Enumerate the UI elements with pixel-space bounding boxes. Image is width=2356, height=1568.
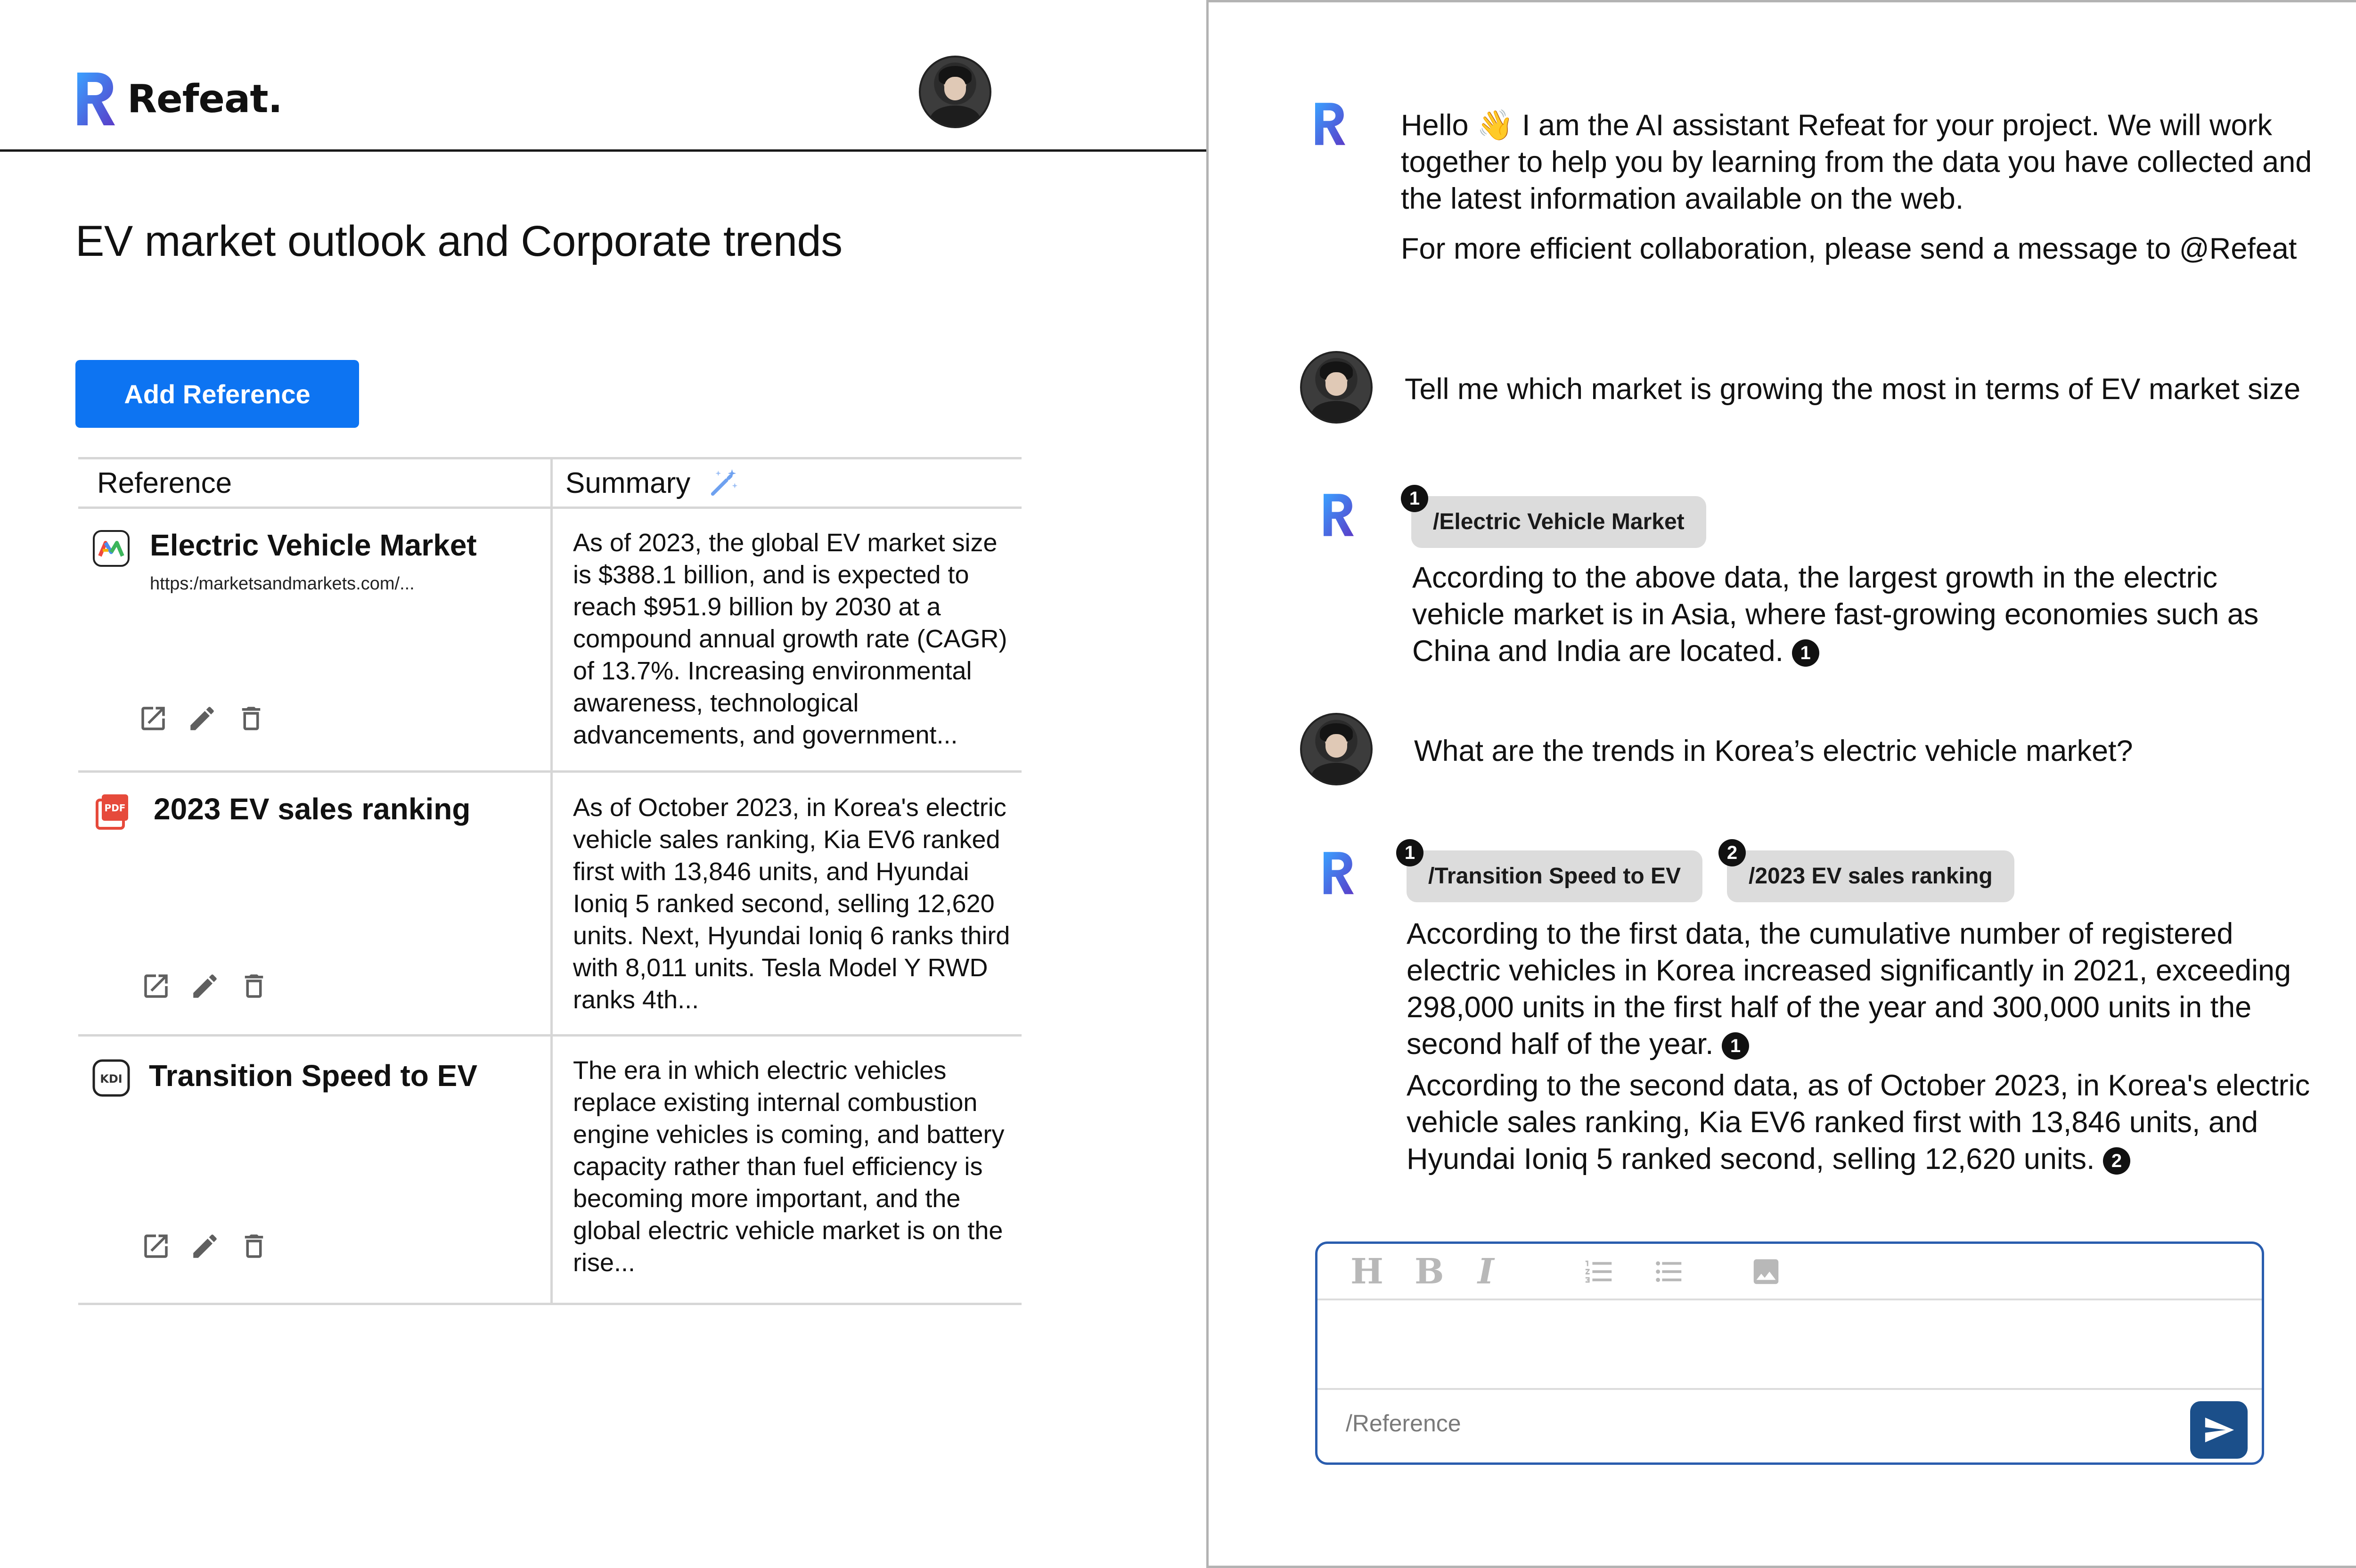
- open-external-icon[interactable]: [138, 703, 169, 734]
- heading-button[interactable]: H: [1350, 1251, 1383, 1292]
- user-message: What are the trends in Korea’s electric vehicle market?: [1414, 735, 2133, 768]
- send-icon: [2202, 1413, 2235, 1446]
- send-button[interactable]: [2190, 1401, 2248, 1459]
- reference-chip[interactable]: /Transition Speed to EV: [1407, 850, 1702, 902]
- delete-trash-icon[interactable]: [238, 971, 270, 1002]
- answer-paragraph: [1407, 915, 2311, 1062]
- reference-title[interactable]: Electric Vehicle Market: [150, 528, 477, 562]
- answer-text: According to the first data, the cumulative number of registered electric vehicles in Korea increased significantly in 2021, exceeding 298,000 units in the first half of the year and 300,000 units in the second half of the year.: [1407, 917, 2291, 1061]
- greeting-instruction: For more efficient collaboration, please send a message to @Refeat: [1401, 232, 2297, 265]
- waving-hand-icon: 👋: [1477, 109, 1514, 142]
- citation-badge[interactable]: 2: [2103, 1147, 2130, 1175]
- brand-logo[interactable]: [75, 71, 282, 127]
- edit-pencil-icon[interactable]: [189, 1231, 221, 1262]
- magic-wand-icon[interactable]: [707, 466, 740, 499]
- answer-text: According to the second data, as of October 2023, in Korea's electric vehicle sales ranking, Kia EV6 ranked first with 13,846 units, and Hyundai Ioniq 5 ranked second, selling 12,620 units.: [1407, 1069, 2310, 1176]
- citation-badge: 1: [1396, 839, 1423, 866]
- row-actions: [140, 971, 270, 1002]
- row-actions: [140, 1231, 270, 1262]
- reference-title[interactable]: 2023 EV sales ranking: [154, 792, 471, 826]
- reference-summary: As of October 2023, in Korea's electric vehicle sales ranking, Kia EV6 ranked first with 13,846 units, and Hyundai Ioniq 5 ranked second, selling 12,620 units. Next, Hyundai Ioniq 6 ranks third with 8,011 units. Tesla Model Y RWD ranks 4th...: [573, 793, 1010, 1014]
- citation-badge[interactable]: 1: [1792, 639, 1819, 667]
- answer-text: According to the above data, the largest growth in the electric vehicle market is in Asia, where fast-growing economies such as China and India are located.: [1412, 561, 2259, 668]
- column-header-summary: [565, 459, 740, 506]
- message-textarea[interactable]: [1317, 1302, 2262, 1390]
- reference-chip[interactable]: /2023 EV sales ranking: [1727, 850, 2014, 902]
- refeat-bot-icon: [1322, 492, 1356, 538]
- citation-badge: 1: [1401, 485, 1428, 512]
- user-avatar[interactable]: [919, 56, 991, 128]
- svg-text:PDF: PDF: [104, 802, 126, 814]
- ordered-list-icon[interactable]: [1581, 1255, 1617, 1288]
- bot-message: [1407, 915, 2311, 1177]
- citation-badge[interactable]: 1: [1722, 1032, 1749, 1060]
- bot-message: [1401, 107, 2334, 267]
- reference-summary: The era in which electric vehicles replace existing internal combustion engine vehicles is coming, and battery capacity rather than fuel efficiency is becoming more important, and the global electric vehicle market is on the rise...: [573, 1056, 1005, 1277]
- user-message: Tell me which market is growing the most in terms of EV market size: [1405, 373, 2301, 406]
- reference-input[interactable]: [1345, 1402, 2052, 1445]
- marketsandmarkets-logo-icon: [92, 530, 130, 567]
- app-header: [0, 0, 1206, 152]
- column-header-reference-label: Reference: [97, 466, 232, 499]
- greeting-text: I am the AI assistant Refeat for your project. We will work together to help you by learning from the data you have collected and the latest information available on the web.: [1401, 109, 2312, 215]
- bot-message: [1412, 559, 2307, 670]
- reference-url[interactable]: https:/marketsandmarkets.com/...: [150, 574, 415, 594]
- column-header-summary-label: Summary: [565, 466, 691, 499]
- table-row: [78, 773, 1022, 1037]
- user-avatar: [1300, 351, 1373, 424]
- table-row: [78, 1037, 1022, 1305]
- user-avatar: [1300, 713, 1373, 785]
- bold-button[interactable]: B: [1415, 1251, 1444, 1292]
- reference-summary: As of 2023, the global EV market size is $388.1 billion, and is expected to reach $951.9 billion by 2030 at a compound annual growth rate (CAGR) of 13.7%. Increasing environmental awareness, technological advancements, and government...: [573, 529, 1007, 749]
- reference-title[interactable]: Transition Speed to EV: [149, 1059, 477, 1093]
- open-external-icon[interactable]: [140, 1231, 172, 1262]
- message-composer: [1315, 1241, 2264, 1465]
- table-header: [78, 457, 1022, 509]
- svg-text:KDI: KDI: [100, 1072, 123, 1086]
- add-reference-button[interactable]: Add Reference: [75, 360, 359, 428]
- kdi-logo-icon: [92, 1059, 130, 1097]
- delete-trash-icon[interactable]: [236, 703, 267, 734]
- bullet-list-icon[interactable]: [1650, 1255, 1688, 1288]
- reference-table: [78, 457, 1022, 1305]
- citation-badge: 2: [1718, 839, 1746, 866]
- chat-panel: [1206, 0, 2356, 1568]
- edit-pencil-icon[interactable]: [189, 971, 221, 1002]
- answer-paragraph: [1407, 1067, 2311, 1177]
- brand-name: Refeat.: [127, 76, 282, 122]
- italic-button[interactable]: I: [1478, 1251, 1494, 1292]
- refeat-bot-icon: [1322, 850, 1356, 896]
- formatting-toolbar: [1317, 1244, 2262, 1300]
- greeting-paragraph: [1401, 107, 2334, 217]
- page-title: EV market outlook and Corporate trends: [75, 217, 843, 265]
- greeting-text: Hello: [1401, 109, 1477, 142]
- column-header-reference: [97, 459, 232, 506]
- image-icon[interactable]: [1746, 1255, 1786, 1288]
- edit-pencil-icon[interactable]: [187, 703, 218, 734]
- delete-trash-icon[interactable]: [238, 1231, 270, 1262]
- refeat-bot-icon: [1313, 101, 1347, 147]
- open-external-icon[interactable]: [140, 971, 172, 1002]
- refeat-logo-icon: [75, 71, 117, 127]
- table-row: [78, 509, 1022, 773]
- pdf-file-icon: [92, 792, 130, 830]
- row-actions: [138, 703, 267, 734]
- reference-chip[interactable]: /Electric Vehicle Market: [1411, 496, 1706, 548]
